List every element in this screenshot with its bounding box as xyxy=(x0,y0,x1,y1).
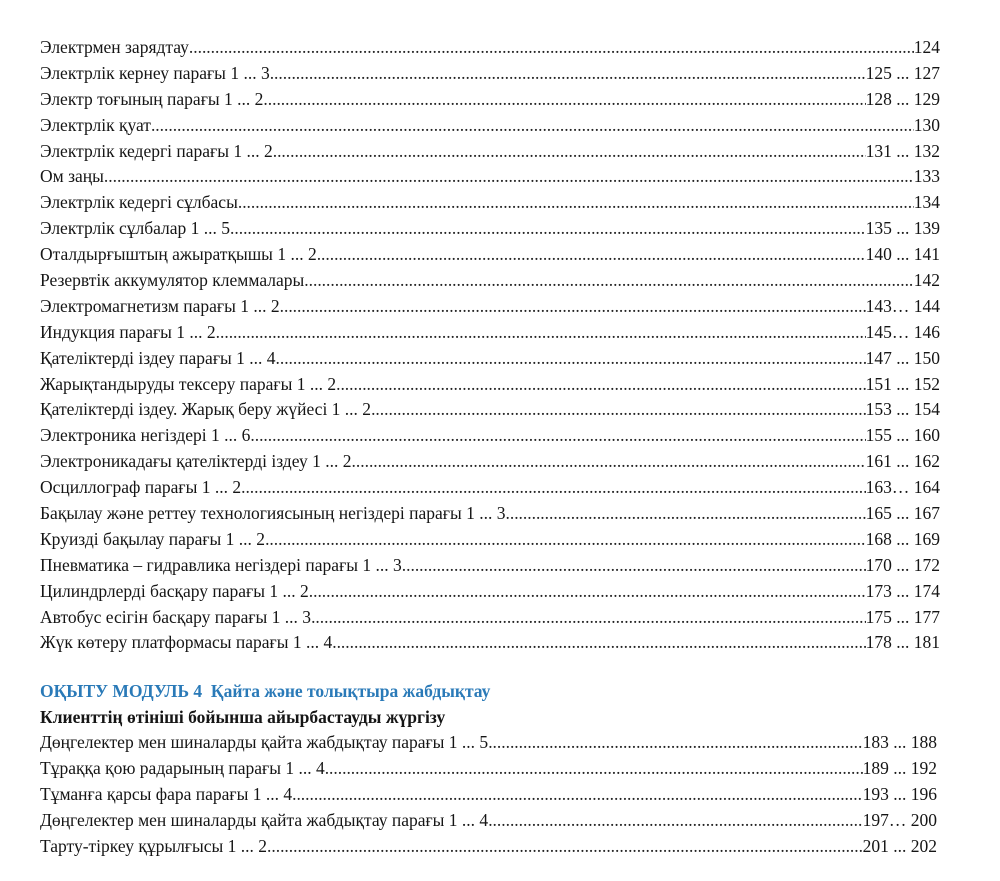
toc-entry-title: Электрлік кедергі парағы 1 ... 2 xyxy=(40,140,273,161)
toc-entry-pages: 170 ... 172 xyxy=(865,554,940,575)
dot-leader xyxy=(488,808,862,834)
dot-leader xyxy=(216,320,866,346)
toc-entry-pages: 124 xyxy=(913,37,940,57)
dot-leader xyxy=(280,294,866,320)
toc-entry-title: Автобус есігін басқару парағы 1 ... 3 xyxy=(40,606,312,627)
dot-leader xyxy=(488,730,862,756)
toc-entry-title: Электрлік қуат xyxy=(40,114,151,135)
toc-entry-pages: 155 ... 160 xyxy=(865,425,940,446)
toc-entry xyxy=(40,216,940,242)
toc-entry-title: Дөңгелектер мен шиналарды қайта жабдықтау парағы 1 ... 5 xyxy=(40,732,489,753)
toc-entry-pages: 142 xyxy=(913,270,940,291)
table-of-contents xyxy=(40,35,940,860)
toc-entry xyxy=(40,730,937,756)
toc-entry xyxy=(40,756,937,782)
toc-entry-pages: 153 ... 154 xyxy=(865,399,940,420)
toc-entry-title: Ом заңы xyxy=(40,166,104,187)
toc-entry-pages: 163… 164 xyxy=(865,477,940,498)
toc-entry-title: Электромагнетизм парағы 1 ... 2 xyxy=(40,295,280,316)
module-heading xyxy=(40,678,940,704)
dot-leader xyxy=(151,113,914,139)
dot-leader xyxy=(402,553,866,579)
dot-leader xyxy=(189,35,914,61)
toc-entry-title: Цилиндрлерді басқару парағы 1 ... 2 xyxy=(40,580,309,601)
toc-entry-title: Жүк көтеру платформасы парағы 1 ... 4 xyxy=(40,632,333,653)
toc-entry-pages: 147 ... 150 xyxy=(865,347,940,368)
toc-entry-pages: 178 ... 181 xyxy=(865,632,940,653)
toc-entry xyxy=(40,423,940,449)
toc-entry-pages: 133 xyxy=(913,166,940,187)
toc-entry xyxy=(40,113,940,139)
dot-leader xyxy=(371,397,866,423)
dot-leader xyxy=(104,164,914,190)
toc-entry xyxy=(40,190,940,216)
toc-entry xyxy=(40,605,940,631)
toc-entry-title: Электроникадағы қателіктерді іздеу 1 ... 2 xyxy=(40,451,352,472)
dot-leader xyxy=(270,61,866,87)
toc-entry-title: Электр тоғының парағы 1 ... 2 xyxy=(40,88,264,109)
dot-leader xyxy=(325,756,863,782)
toc-entry xyxy=(40,294,940,320)
toc-entry-title: Оталдырғыштың ажыратқышы 1 ... 2 xyxy=(40,244,317,265)
toc-entry-title: Электрлік сұлбалар 1 ... 5 xyxy=(40,218,231,239)
toc-entry xyxy=(40,808,937,834)
toc-entry-title: Қателіктерді іздеу парағы 1 ... 4 xyxy=(40,347,276,368)
toc-entry xyxy=(40,782,937,808)
toc-entry xyxy=(40,242,940,268)
toc-entry-title: Электрлік кернеу парағы 1 ... 3 xyxy=(40,62,270,83)
toc-entry xyxy=(40,87,940,113)
toc-entry-title: Қателіктерді іздеу. Жарық беру жүйесі 1 ... 2 xyxy=(40,399,372,420)
toc-entry-title: Электроника негіздері 1 ... 6 xyxy=(40,425,251,446)
module-title: Қайта және толықтыра жабдықтау xyxy=(210,681,491,702)
toc-entry-pages: 130 xyxy=(913,114,940,135)
toc-entry-title: Тарту-тіркеу құрылғысы 1 ... 2 xyxy=(40,835,268,856)
dot-leader xyxy=(241,475,866,501)
dot-leader xyxy=(238,190,914,216)
dot-leader xyxy=(263,87,865,113)
dot-leader xyxy=(352,449,866,475)
toc-entry xyxy=(40,834,937,860)
toc-entry-title: Индукция парағы 1 ... 2 xyxy=(40,321,216,342)
toc-entry-pages: 125 ... 127 xyxy=(865,62,940,83)
toc-entry-pages: 173 ... 174 xyxy=(865,580,940,601)
dot-leader xyxy=(317,242,866,268)
module-label: ОҚЫТУ МОДУЛЬ 4 xyxy=(40,681,203,702)
toc-entry-pages: 143… 144 xyxy=(865,295,940,316)
toc-entry xyxy=(40,164,940,190)
dot-leader xyxy=(332,630,865,656)
toc-entry-title: Электрлік кедергі сұлбасы xyxy=(40,192,238,213)
toc-entry-pages: 193 ... 196 xyxy=(862,784,937,805)
toc-entry-pages: 175 ... 177 xyxy=(865,606,940,627)
toc-entry-pages: 183 ... 188 xyxy=(862,732,937,753)
toc-entry-title: Жарықтандыруды тексеру парағы 1 ... 2 xyxy=(40,373,337,394)
toc-entry xyxy=(40,501,940,527)
toc-list-2 xyxy=(40,730,937,859)
section-spacer xyxy=(40,656,940,678)
toc-entry-pages: 131 ... 132 xyxy=(865,140,940,161)
toc-entry-pages: 134 xyxy=(913,192,940,213)
dot-leader xyxy=(311,605,866,631)
toc-entry xyxy=(40,320,940,346)
toc-entry xyxy=(40,346,940,372)
toc-entry xyxy=(40,372,940,398)
toc-entry-pages: 128 ... 129 xyxy=(865,88,940,109)
dot-leader xyxy=(273,139,866,165)
dot-leader xyxy=(250,423,865,449)
dot-leader xyxy=(230,216,866,242)
dot-leader xyxy=(309,579,866,605)
toc-entry xyxy=(40,553,940,579)
dot-leader xyxy=(292,782,863,808)
toc-entry xyxy=(40,397,940,423)
toc-entry-pages: 145… 146 xyxy=(865,321,940,342)
toc-entry-title: Тұманға қарсы фара парағы 1 ... 4 xyxy=(40,784,293,805)
toc-list-1 xyxy=(40,35,940,656)
toc-entry-pages: 161 ... 162 xyxy=(865,451,940,472)
toc-entry-pages: 140 ... 141 xyxy=(865,244,940,265)
toc-entry-pages: 165 ... 167 xyxy=(865,503,940,524)
toc-entry-pages: 168 ... 169 xyxy=(865,528,940,549)
toc-entry xyxy=(40,139,940,165)
dot-leader xyxy=(336,372,866,398)
toc-entry-title: Пневматика – гидравлика негіздері парағы 1 ... 3 xyxy=(40,554,402,575)
toc-entry xyxy=(40,61,940,87)
toc-entry-pages: 189 ... 192 xyxy=(862,758,937,779)
toc-entry-title: Резервтік аккумулятор клеммалары xyxy=(40,270,305,291)
dot-leader xyxy=(506,501,866,527)
toc-entry-title: Осциллограф парағы 1 ... 2 xyxy=(40,477,242,498)
dot-leader xyxy=(267,834,863,860)
toc-entry-pages: 201 ... 202 xyxy=(862,835,937,856)
dot-leader xyxy=(276,346,866,372)
toc-entry-title: Круизді бақылау парағы 1 ... 2 xyxy=(40,528,266,549)
toc-entry-title: Дөңгелектер мен шиналарды қайта жабдықтау парағы 1 ... 4 xyxy=(40,810,489,831)
toc-entry xyxy=(40,579,940,605)
toc-entry-pages: 135 ... 139 xyxy=(865,218,940,239)
toc-entry xyxy=(40,475,940,501)
toc-entry xyxy=(40,630,940,656)
toc-entry-pages: 197… 200 xyxy=(862,810,937,831)
subheading: Клиенттің өтініші бойынша айырбастауды жүргізу xyxy=(40,707,446,728)
dot-leader xyxy=(265,527,866,553)
toc-entry xyxy=(40,449,940,475)
toc-entry xyxy=(40,268,940,294)
toc-entry-title: Тұраққа қою радарының парағы 1 ... 4 xyxy=(40,758,325,779)
toc-entry xyxy=(40,35,940,61)
toc-entry-title: Бақылау және реттеу технологиясының негіздері парағы 1 ... 3 xyxy=(40,503,506,524)
toc-entry xyxy=(40,527,940,553)
dot-leader xyxy=(304,268,913,294)
toc-entry-title: Электрмен зарядтау xyxy=(40,37,189,57)
toc-entry-pages: 151 ... 152 xyxy=(865,373,940,394)
